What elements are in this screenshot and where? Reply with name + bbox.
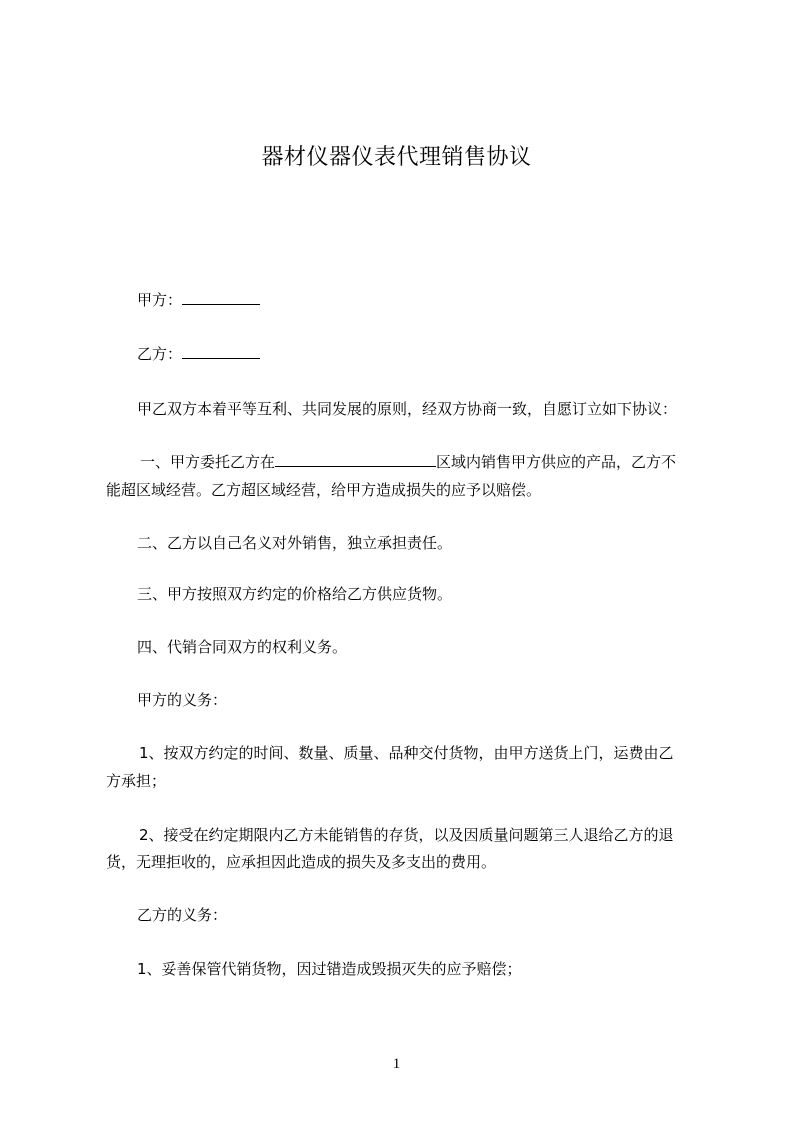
party-a-line (137, 290, 260, 310)
party-a-duties-heading: 甲方的义务： (137, 691, 228, 709)
intro-paragraph: 甲乙双方本着平等互利、共同发展的原则，经双方协商一致，自愿订立如下协议： (137, 400, 678, 418)
a-duty-2-line-2: 货，无理拒收的，应承担因此造成的损失及多支出的费用。 (106, 853, 497, 871)
party-b-line (137, 344, 260, 364)
b-duty-1: 1、妥善保管代销货物，因过错造成毁损灭失的应予赔偿； (137, 960, 522, 978)
party-b-blank (182, 344, 260, 359)
a-duty-2-line-1: 2、接受在约定期限内乙方未能销售的存货，以及因质量问题第三人退给乙方的退 (139, 826, 674, 844)
party-a-blank (182, 290, 260, 305)
clause-1-line-2: 能超区域经营。乙方超区域经营，给甲方造成损失的应予以赔偿。 (106, 481, 542, 499)
a-duty-1-line-2: 方承担； (106, 772, 167, 790)
page-number: 1 (392, 1056, 401, 1072)
clause-3: 三、甲方按照双方约定的价格给乙方供应货物。 (137, 585, 453, 603)
clause-1-region-blank (275, 452, 436, 467)
clause-1-mid: 区域内销售甲方供应的产品，乙方不 (436, 453, 677, 471)
clause-4: 四、代销合同双方的权利义务。 (137, 638, 348, 656)
party-b-label: 乙方： (137, 345, 183, 363)
party-b-duties-heading: 乙方的义务： (137, 906, 228, 924)
clause-1-line-1 (140, 452, 676, 472)
document-title: 器材仪器仪表代理销售协议 (261, 145, 532, 170)
a-duty-1-line-1: 1、按双方约定的时间、数量、质量、品种交付货物，由甲方送货上门，运费由乙 (139, 744, 674, 762)
party-a-label: 甲方： (137, 291, 183, 309)
clause-2: 二、乙方以自己名义对外销售，独立承担责任。 (137, 534, 453, 552)
clause-1-start: 一、甲方委托乙方在 (140, 453, 276, 471)
